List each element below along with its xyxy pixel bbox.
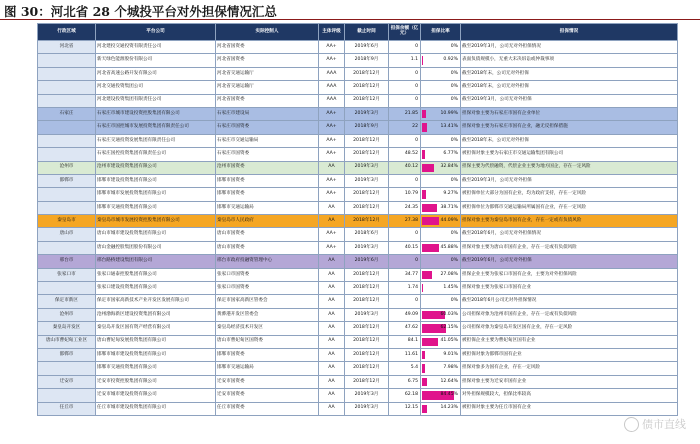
info-cell: 截至2018年末，公司无对外担保 <box>461 67 678 80</box>
date-cell: 2019年3月 <box>345 107 389 120</box>
info-cell: 公司担保对象为沧州市国有企业，存在一定或有负债风险 <box>461 308 678 321</box>
company-cell: 任丘市城市建设投资集团有限公司 <box>96 402 216 415</box>
ratio-cell <box>421 81 461 94</box>
amount-cell: 27.38 <box>389 215 421 228</box>
amount-cell: 0 <box>389 67 421 80</box>
table-row <box>38 255 678 268</box>
ratio-cell <box>421 67 461 80</box>
ratio-cell <box>421 215 461 228</box>
controller-cell: 石家庄市国资委 <box>216 121 319 134</box>
controller-cell: 秦皇岛市人民政府 <box>216 215 319 228</box>
company-cell: 邯郸市城市建设投资集团有限公司 <box>96 348 216 361</box>
company-cell: 唐山市城市建设投资集团有限公司 <box>96 228 216 241</box>
ratio-label: 9.27% <box>443 191 458 197</box>
rating-cell: AA <box>319 268 345 281</box>
ratio-cell <box>421 402 461 415</box>
company-cell: 迁安市投资控股集团有限公司 <box>96 375 216 388</box>
info-cell: 截至2018年末，公司无对外担保 <box>461 134 678 147</box>
rating-cell: AA+ <box>319 121 345 134</box>
rating-cell: AA+ <box>319 107 345 120</box>
amount-cell: 24.35 <box>389 201 421 214</box>
controller-cell: 邯郸市交通运输局 <box>216 201 319 214</box>
date-cell: 2018年12月 <box>345 375 389 388</box>
ratio-cell <box>421 107 461 120</box>
table-row <box>38 282 678 295</box>
ratio-label: 60.03% <box>440 311 458 317</box>
amount-cell: 0 <box>389 94 421 107</box>
region-cell: 秦皇岛开发区 <box>38 322 96 335</box>
region-cell: 唐山市曹妃甸工业区 <box>38 335 96 348</box>
watermark-text: 债市直线 <box>642 417 686 431</box>
info-cell: 表面负债规模小，无重大未决诉讼或仲裁事项 <box>461 54 678 67</box>
region-cell <box>38 94 96 107</box>
col-header: 平台公司 <box>96 24 216 41</box>
company-cell: 张家口通泰控股集团有限公司 <box>96 268 216 281</box>
rating-cell: AA <box>319 389 345 402</box>
ratio-cell <box>421 335 461 348</box>
ratio-label: 0.92% <box>443 57 458 63</box>
controller-cell: 唐山市国资委 <box>216 228 319 241</box>
amount-cell: 84.1 <box>389 335 421 348</box>
amount-cell: 34.77 <box>389 268 421 281</box>
date-cell: 2018年12月 <box>345 94 389 107</box>
info-cell: 担保对象主要为迁安市国有企业 <box>461 375 678 388</box>
rating-cell: AA <box>319 335 345 348</box>
col-header: 担保比率 <box>421 24 461 41</box>
rating-cell: AAA <box>319 81 345 94</box>
info-cell: 担保主要为代偿融资，代偿企业主要为地方国企，存在一定风险 <box>461 161 678 174</box>
region-cell: 石家庄 <box>38 107 96 120</box>
ratio-cell <box>421 375 461 388</box>
rating-cell: AA+ <box>319 134 345 147</box>
controller-cell: 保定市国家高新区管委会 <box>216 295 319 308</box>
amount-cell: 40.12 <box>389 161 421 174</box>
date-cell: 2019年3月 <box>345 402 389 415</box>
controller-cell: 任丘市国资委 <box>216 402 319 415</box>
region-cell: 沧州市 <box>38 161 96 174</box>
info-cell: 担保对象主要为张家口市国有企业 <box>461 282 678 295</box>
date-cell: 2018年12月 <box>345 322 389 335</box>
ratio-label: 13.41% <box>440 124 458 130</box>
date-cell: 2019年3月 <box>345 308 389 321</box>
ratio-label: 32.84% <box>440 164 458 170</box>
controller-cell: 邯郸市国资委 <box>216 348 319 361</box>
ratio-cell <box>421 94 461 107</box>
ratio-label: 27.08% <box>440 271 458 277</box>
company-cell: 邢台路桥建设集团有限公司 <box>96 255 216 268</box>
ratio-cell <box>421 134 461 147</box>
company-cell: 河北省高速公路开发有限公司 <box>96 67 216 80</box>
region-cell <box>38 188 96 201</box>
info-cell: 截至2018年6月，公司无对外担保情况 <box>461 228 678 241</box>
company-cell: 河北建投交通投资有限责任公司 <box>96 41 216 54</box>
ratio-label: 0% <box>450 137 458 143</box>
date-cell: 2018年9月 <box>345 121 389 134</box>
region-cell <box>38 201 96 214</box>
region-cell: 唐山市 <box>38 228 96 241</box>
amount-cell: 0 <box>389 41 421 54</box>
company-cell: 沧州渤海新区建设投资集团有限公司 <box>96 308 216 321</box>
company-cell: 邯郸市城市发展投资集团有限公司 <box>96 188 216 201</box>
amount-cell: 1.74 <box>389 282 421 295</box>
amount-cell: 0 <box>389 228 421 241</box>
amount-cell: 21.85 <box>389 107 421 120</box>
ratio-cell <box>421 121 461 134</box>
rating-cell: AA+ <box>319 174 345 187</box>
ratio-label: 0% <box>450 177 458 183</box>
col-header: 主体评级 <box>319 24 345 41</box>
region-cell: 保定市新区 <box>38 295 96 308</box>
info-cell: 被担保单位为邯郸市交通运输局所属国有企业，存在一定风险 <box>461 201 678 214</box>
date-cell: 2018年12月 <box>345 81 389 94</box>
ratio-cell <box>421 389 461 402</box>
table-row <box>38 389 678 402</box>
table-row <box>38 215 678 228</box>
amount-cell: 5.4 <box>389 362 421 375</box>
table-row <box>38 161 678 174</box>
controller-cell: 石家庄市建设局 <box>216 107 319 120</box>
ratio-label: 12.64% <box>440 378 458 384</box>
ratio-label: 0% <box>450 43 458 49</box>
table-row <box>38 241 678 254</box>
company-cell: 河北建设投资集团有限责任公司 <box>96 94 216 107</box>
date-cell: 2019年6月 <box>345 41 389 54</box>
region-cell <box>38 67 96 80</box>
amount-cell: 48.52 <box>389 148 421 161</box>
controller-cell: 邯郸市国资委 <box>216 188 319 201</box>
amount-cell: 10.79 <box>389 188 421 201</box>
region-cell: 张家口市 <box>38 268 96 281</box>
ratio-cell <box>421 362 461 375</box>
controller-cell: 沧州市国资委 <box>216 161 319 174</box>
rating-cell: AA+ <box>319 148 345 161</box>
region-cell: 邯郸市 <box>38 174 96 187</box>
rating-cell: AA+ <box>319 241 345 254</box>
ratio-label: 44.09% <box>440 217 458 223</box>
table-row <box>38 228 678 241</box>
amount-cell: 49.09 <box>389 308 421 321</box>
region-cell: 秦皇岛市 <box>38 215 96 228</box>
controller-cell: 迁安市国资委 <box>216 389 319 402</box>
ratio-label: 0% <box>450 231 458 237</box>
region-cell <box>38 54 96 67</box>
col-header: 担保情况 <box>461 24 678 41</box>
controller-cell: 唐山市曹妃甸区国资委 <box>216 335 319 348</box>
region-cell: 河北省 <box>38 41 96 54</box>
company-cell: 石家庄市国控城市发展投资集团有限责任公司 <box>96 121 216 134</box>
company-cell: 沧州市建设投资集团有限公司 <box>96 161 216 174</box>
info-cell: 被担保单位大部分为国有企业，均为政府支持，存在一定风险 <box>461 188 678 201</box>
date-cell: 2018年12月 <box>345 348 389 361</box>
date-cell: 2018年12月 <box>345 148 389 161</box>
info-cell: 担保对象主要为石家庄市国有企业单位 <box>461 107 678 120</box>
amount-cell: 22 <box>389 121 421 134</box>
table-row <box>38 134 678 147</box>
date-cell: 2019年3月 <box>345 161 389 174</box>
rating-cell: AA+ <box>319 41 345 54</box>
info-cell: 截至2019年6月，公司无对外担保 <box>461 255 678 268</box>
info-cell: 担保对象主要为唐山市国有企业，存在一定或有负债风险 <box>461 241 678 254</box>
ratio-cell <box>421 282 461 295</box>
ratio-cell <box>421 308 461 321</box>
info-cell: 被担保对象主要为任丘市国有企业 <box>461 402 678 415</box>
amount-cell: 6.75 <box>389 375 421 388</box>
ratio-label: 0% <box>450 97 458 103</box>
company-cell: 邯郸市建设投资集团有限公司 <box>96 174 216 187</box>
controller-cell: 迁安市国资委 <box>216 375 319 388</box>
amount-cell: 0 <box>389 295 421 308</box>
table-row <box>38 268 678 281</box>
amount-cell: 11.61 <box>389 348 421 361</box>
info-cell: 担保对象多为国有企业，存在一定风险 <box>461 362 678 375</box>
table-row <box>38 362 678 375</box>
region-cell <box>38 121 96 134</box>
controller-cell: 河北省国资委 <box>216 54 319 67</box>
ratio-cell <box>421 268 461 281</box>
rating-cell: AA <box>319 322 345 335</box>
company-cell: 唐山金融控股集团股份有限公司 <box>96 241 216 254</box>
ratio-label: 0% <box>450 298 458 304</box>
company-cell: 迁安市城市建设投资有限公司 <box>96 389 216 402</box>
info-cell: 担保对象主要为石家庄市国有企业，融无反担保措施 <box>461 121 678 134</box>
date-cell: 2018年12月 <box>345 201 389 214</box>
table-row <box>38 402 678 415</box>
ratio-label: 0% <box>450 84 458 90</box>
ratio-label: 6.77% <box>443 151 458 157</box>
table-row <box>38 41 678 54</box>
ratio-cell <box>421 174 461 187</box>
ratio-label: 1.45% <box>443 284 458 290</box>
info-cell: 担保对象主要为秦皇岛市国有企业，存在一定或有负债风险 <box>461 215 678 228</box>
info-cell: 公司担保对象为秦皇岛开发区国有企业，存在一定风险 <box>461 322 678 335</box>
date-cell: 2018年12月 <box>345 295 389 308</box>
date-cell: 2019年3月 <box>345 241 389 254</box>
date-cell: 2018年12月 <box>345 282 389 295</box>
company-cell: 石家庄国控投资集团有限责任公司 <box>96 148 216 161</box>
company-cell: 石家庄交通投资发展集团有限责任公司 <box>96 134 216 147</box>
table-row <box>38 107 678 120</box>
table-body <box>38 41 678 416</box>
ratio-label: 14.23% <box>440 405 458 411</box>
amount-cell: 62.18 <box>389 389 421 402</box>
ratio-cell <box>421 201 461 214</box>
controller-cell: 石家庄市国资委 <box>216 148 319 161</box>
company-cell: 邯郸市交通投资集团有限公司 <box>96 362 216 375</box>
controller-cell: 邯郸市国资委 <box>216 174 319 187</box>
rating-cell: AA <box>319 215 345 228</box>
col-header: 担保余额（亿元） <box>389 24 421 41</box>
ratio-label: 0% <box>450 70 458 76</box>
amount-cell: 0 <box>389 255 421 268</box>
ratio-label: 38.71% <box>440 204 458 210</box>
info-cell: 被担保对象主要为石家庄市交通运输集团有限公司 <box>461 148 678 161</box>
table-row <box>38 174 678 187</box>
rating-cell: AAA <box>319 94 345 107</box>
table-row <box>38 295 678 308</box>
table-row <box>38 348 678 361</box>
controller-cell: 张家口市国资委 <box>216 282 319 295</box>
date-cell: 2018年12月 <box>345 215 389 228</box>
figure-title: 图 30：河北省 28 个城投平台对外担保情况汇总 <box>4 4 277 19</box>
region-cell <box>38 282 96 295</box>
date-cell: 2019年3月 <box>345 174 389 187</box>
amount-cell: 40.15 <box>389 241 421 254</box>
watermark <box>624 416 686 433</box>
rating-cell: AA <box>319 362 345 375</box>
rating-cell: AA <box>319 402 345 415</box>
info-cell: 担保企业主要为张家口市国有企业，主要为对外担保风险 <box>461 268 678 281</box>
table-row <box>38 322 678 335</box>
table-row <box>38 308 678 321</box>
date-cell: 2018年12月 <box>345 268 389 281</box>
controller-cell: 河北省交通运输厅 <box>216 67 319 80</box>
company-cell: 石家庄市城市建设投资控股集团有限公司 <box>96 107 216 120</box>
company-cell: 秦皇岛开发区国有资产经营有限公司 <box>96 322 216 335</box>
date-cell: 2018年12月 <box>345 335 389 348</box>
amount-cell: 1.1 <box>389 54 421 67</box>
ratio-cell <box>421 241 461 254</box>
ratio-cell <box>421 348 461 361</box>
ratio-label: 45.88% <box>440 244 458 250</box>
controller-cell: 唐山市国资委 <box>216 241 319 254</box>
region-cell <box>38 81 96 94</box>
info-cell: 截至2018年6月公司无对外担保情况 <box>461 295 678 308</box>
col-header: 实际控制人 <box>216 24 319 41</box>
table-row <box>38 335 678 348</box>
rating-cell: AA <box>319 348 345 361</box>
region-cell <box>38 389 96 402</box>
controller-cell: 河北省国资委 <box>216 41 319 54</box>
ratio-label: 10.99% <box>440 110 458 116</box>
controller-cell: 张家口市国资委 <box>216 268 319 281</box>
ratio-cell <box>421 295 461 308</box>
region-cell <box>38 148 96 161</box>
ratio-cell <box>421 188 461 201</box>
date-cell: 2019年3月 <box>345 389 389 402</box>
info-cell: 截至2019年3月，公司无对外担保 <box>461 94 678 107</box>
ratio-label: 84.45% <box>440 392 458 398</box>
date-cell: 2018年9月 <box>345 54 389 67</box>
table-header <box>38 24 678 41</box>
rating-cell: AA+ <box>319 228 345 241</box>
info-cell: 被担保企业主要为曹妃甸区国有企业 <box>461 335 678 348</box>
ratio-cell <box>421 255 461 268</box>
rating-cell: AAA <box>319 67 345 80</box>
ratio-label: 9.01% <box>443 351 458 357</box>
date-cell: 2018年12月 <box>345 188 389 201</box>
date-cell: 2018年12月 <box>345 134 389 147</box>
ratio-cell <box>421 148 461 161</box>
amount-cell: 0 <box>389 81 421 94</box>
amount-cell: 0 <box>389 134 421 147</box>
rating-cell: AA <box>319 308 345 321</box>
ratio-cell <box>421 54 461 67</box>
col-header: 截止时间 <box>345 24 389 41</box>
table-row <box>38 188 678 201</box>
controller-cell: 黄骅港开发区管委会 <box>216 308 319 321</box>
rating-cell: AA <box>319 375 345 388</box>
region-cell: 沧州市 <box>38 308 96 321</box>
region-cell <box>38 134 96 147</box>
table-row <box>38 54 678 67</box>
ratio-cell <box>421 41 461 54</box>
table-row <box>38 375 678 388</box>
controller-cell: 邯郸市交通运输局 <box>216 362 319 375</box>
rating-cell: AA <box>319 282 345 295</box>
controller-cell: 石家庄市交通运输局 <box>216 134 319 147</box>
controller-cell: 秦皇岛经济技术开发区 <box>216 322 319 335</box>
table-row <box>38 148 678 161</box>
ratio-label: 7.98% <box>443 365 458 371</box>
info-cell: 对外担保规模较大，担保比率较高 <box>461 389 678 402</box>
company-cell: 张家口建设投资集团有限公司 <box>96 282 216 295</box>
ratio-cell <box>421 161 461 174</box>
region-cell: 邯郸市 <box>38 348 96 361</box>
title-rule <box>0 19 700 20</box>
rating-cell: AA <box>319 255 345 268</box>
table-row <box>38 121 678 134</box>
controller-cell: 邢台市政府投融资管理中心 <box>216 255 319 268</box>
table-row <box>38 201 678 214</box>
region-cell <box>38 241 96 254</box>
rating-cell: AA <box>319 161 345 174</box>
date-cell: 2018年6月 <box>345 228 389 241</box>
rating-cell: AA <box>319 201 345 214</box>
ratio-label: 41.05% <box>440 338 458 344</box>
ratio-cell <box>421 322 461 335</box>
rating-cell: AA+ <box>319 188 345 201</box>
amount-cell: 47.62 <box>389 322 421 335</box>
rating-cell: AA <box>319 295 345 308</box>
info-cell: 截至2019年3月，公司无对外担保 <box>461 174 678 187</box>
company-cell: 唐山曹妃甸发展投资集团有限公司 <box>96 335 216 348</box>
company-cell: 保定市国家高新技术产业开发区发展有限公司 <box>96 295 216 308</box>
guarantee-table <box>37 23 678 416</box>
info-cell: 被担保对象为邯郸市国有企业 <box>461 348 678 361</box>
date-cell: 2019年6月 <box>345 255 389 268</box>
ratio-cell <box>421 228 461 241</box>
region-cell: 邢台市 <box>38 255 96 268</box>
company-cell: 邯郸市交通投资集团有限公司 <box>96 201 216 214</box>
amount-cell: 0 <box>389 174 421 187</box>
info-cell: 截至2019年3月，公司无对外担保情况 <box>461 41 678 54</box>
ratio-label: 0% <box>450 258 458 264</box>
table-row <box>38 67 678 80</box>
table-row <box>38 81 678 94</box>
controller-cell: 河北省国资委 <box>216 94 319 107</box>
date-cell: 2018年12月 <box>345 362 389 375</box>
date-cell: 2018年12月 <box>345 67 389 80</box>
watermark-logo-icon <box>624 417 639 432</box>
amount-cell: 12.15 <box>389 402 421 415</box>
region-cell <box>38 362 96 375</box>
rating-cell: AA+ <box>319 54 345 67</box>
region-cell: 任丘市 <box>38 402 96 415</box>
info-cell: 截至2018年末，公司无对外担保 <box>461 81 678 94</box>
region-cell: 迁安市 <box>38 375 96 388</box>
col-header: 行政区域 <box>38 24 96 41</box>
company-cell: 新天绿色能源股份有限公司 <box>96 54 216 67</box>
ratio-label: 62.15% <box>440 325 458 331</box>
controller-cell: 河北省交通运输厅 <box>216 81 319 94</box>
company-cell: 秦皇岛市城市发展投资控股集团有限公司 <box>96 215 216 228</box>
table-row <box>38 94 678 107</box>
company-cell: 河北交通投资集团公司 <box>96 81 216 94</box>
